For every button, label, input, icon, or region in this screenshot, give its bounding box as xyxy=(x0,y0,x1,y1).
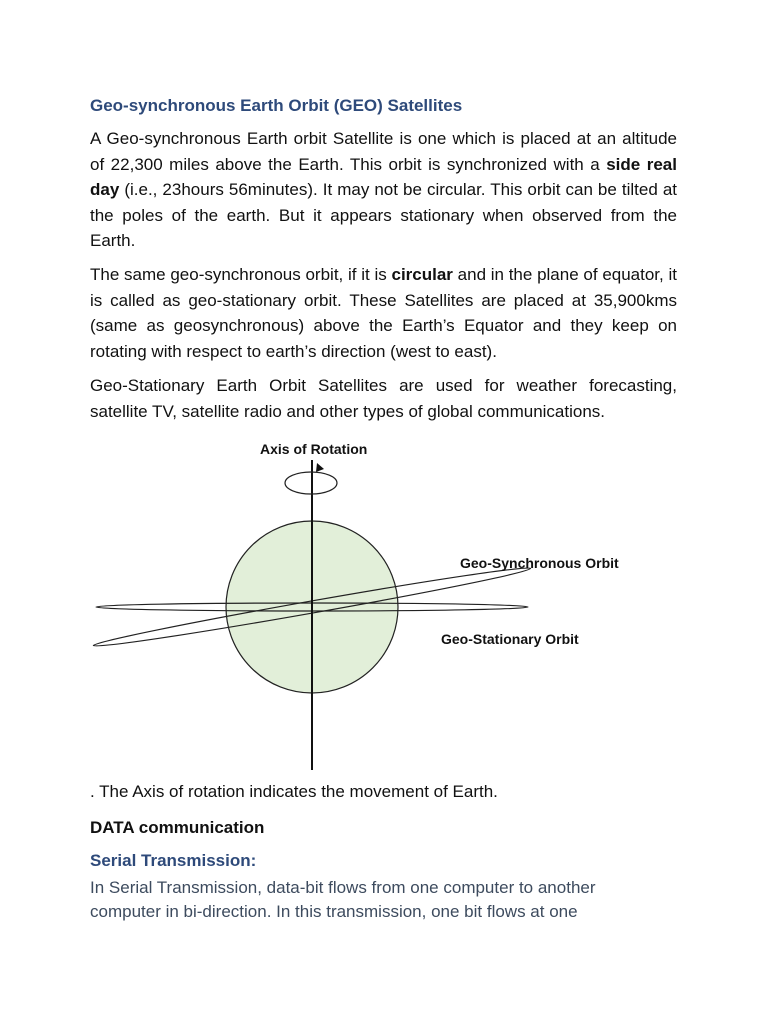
paragraph-geo-uses: Geo-Stationary Earth Orbit Satellites are used for weather forecasting, satellite TV, satellite radio and other types of global communications. xyxy=(90,376,677,421)
rotation-arrow-head xyxy=(316,463,324,472)
p2-text-end: and in the plane of equator, it is called as geo-stationary orbit. These Satellites are placed at 35,900kms (same as geosynchronous) above the Earth’s Equator and they keep on rotating with respect to earth’s direction (west to east). xyxy=(90,265,677,361)
orbit-diagram xyxy=(85,435,645,775)
geo-stationary-orbit-label: Geo-Stationary Orbit xyxy=(441,631,579,647)
paragraph-geostationary xyxy=(90,262,677,364)
p1-bold-term: side real day xyxy=(90,154,677,199)
section-heading-geo: Geo-synchronous Earth Orbit (GEO) Satellites xyxy=(90,96,463,115)
p2-bold-term: circular xyxy=(391,265,453,284)
subheading-serial-transmission: Serial Transmission: xyxy=(90,851,257,870)
paragraph-serial-transmission: In Serial Transmission, data-bit flows from one computer to another computer in bi-direction. In this transmission, one bit flows at one xyxy=(90,878,596,921)
p1-text-end: (i.e., 23hours 56minutes). It may not be circular. This orbit can be tilted at the poles of the earth. But it appears stationary when observed from the Earth. xyxy=(90,180,677,250)
axis-of-rotation-label: Axis of Rotation xyxy=(260,441,368,457)
figure-caption: . The Axis of rotation indicates the movement of Earth. xyxy=(90,782,498,801)
geo-synchronous-orbit-label: Geo-Synchronous Orbit xyxy=(460,555,619,571)
p2-text-start: The same geo-synchronous orbit, if it is xyxy=(90,265,392,284)
paragraph-geo-definition xyxy=(90,126,677,254)
p1-text-start: A Geo-synchronous Earth orbit Satellite is one which is placed at an altitude of 22,300 miles above the Earth. This orbit is synchronized with a xyxy=(90,129,677,174)
section-heading-data-communication: DATA communication xyxy=(90,818,265,837)
